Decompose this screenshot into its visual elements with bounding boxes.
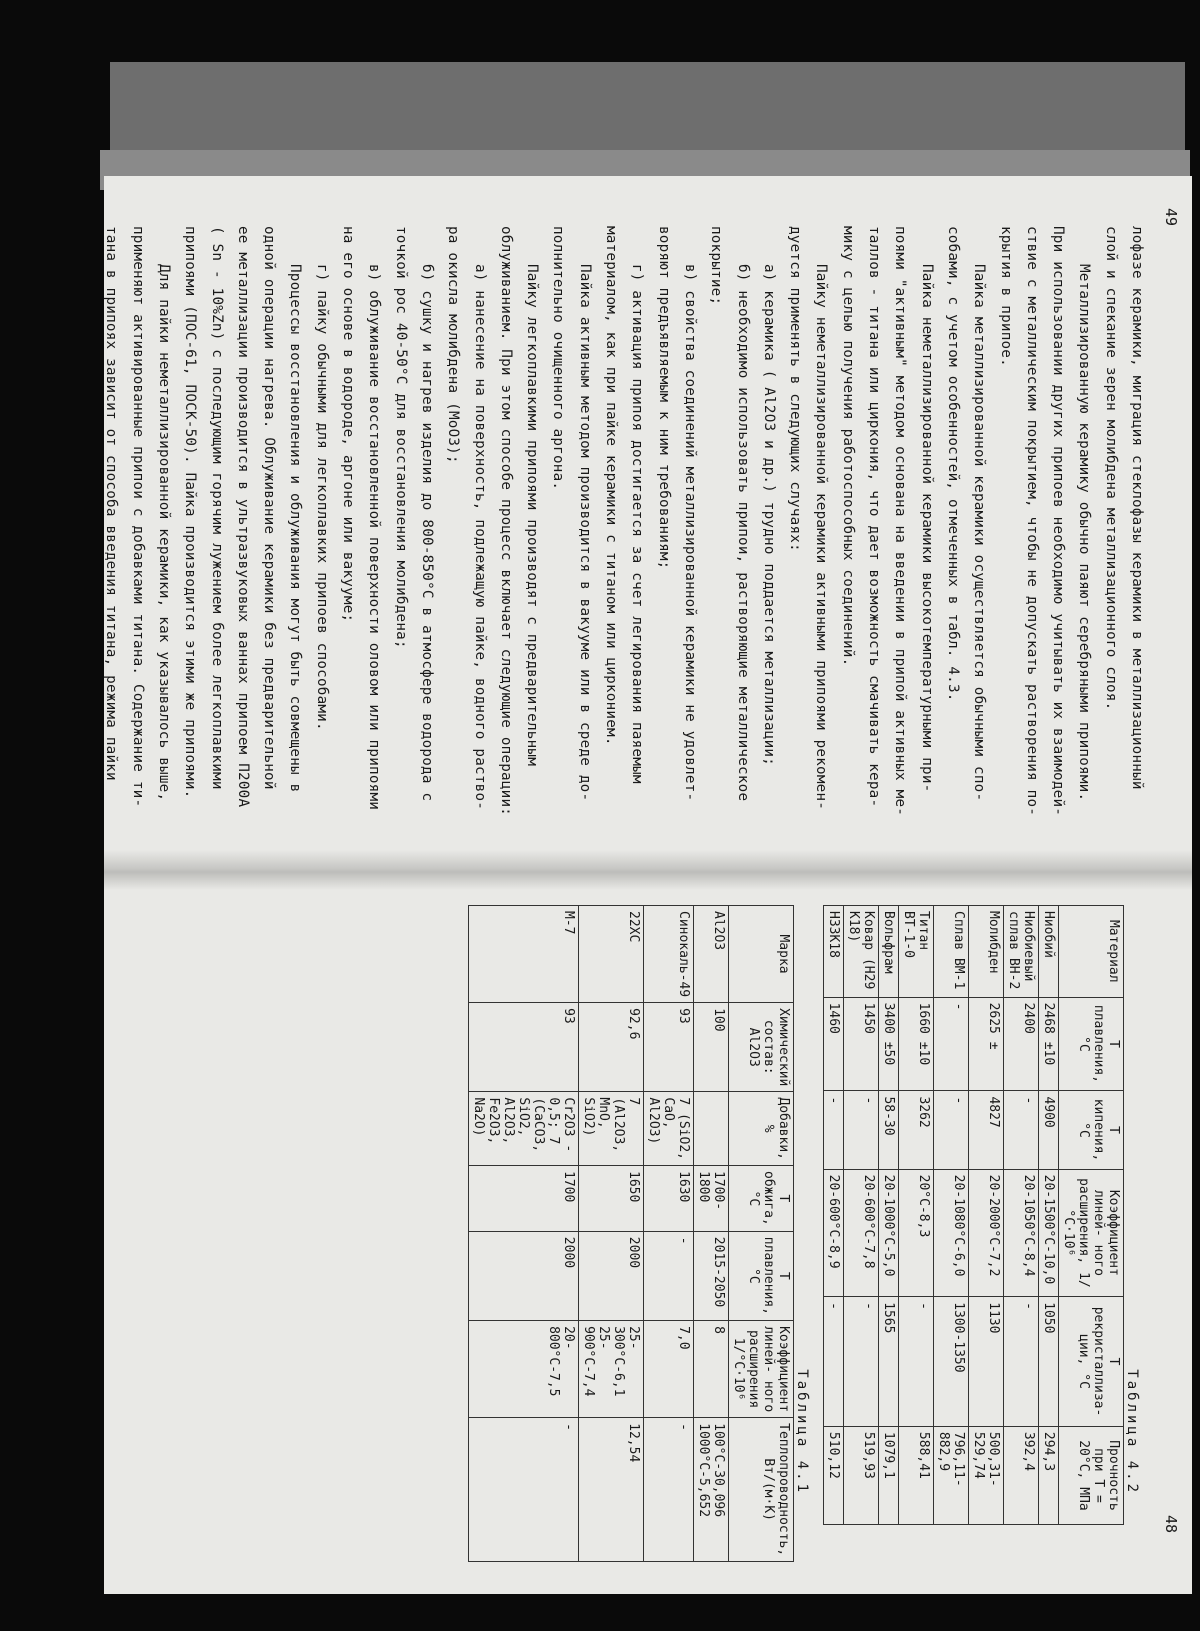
table-cell: 1050	[1039, 1297, 1059, 1427]
table-cell: 8	[694, 1321, 729, 1418]
text-line: лофазе керамики, миграция стеклофазы керамики в металлизационный	[1129, 226, 1145, 790]
text-line: крытия в припое.	[997, 226, 1014, 367]
text-line: материалом, как при пайке керамики с титаном или цирконием.	[603, 226, 620, 746]
table-cell: Сплав ВМ-1	[934, 906, 969, 998]
table-4-2	[823, 905, 1124, 1525]
text-line: При использовании других припоев необходимо учитывать их взаимодей-	[1050, 226, 1067, 817]
table-cell: 2468 ±10	[1039, 997, 1059, 1091]
table-cell: 4827	[969, 1091, 1004, 1169]
text-line: Металлизированную керамику обычно паяют серебряными припоями.	[1076, 264, 1093, 802]
table-cell: -	[644, 1418, 694, 1562]
table-cell: 20-1500°С-10,0	[1039, 1169, 1059, 1296]
table-cell: 22ХС	[579, 906, 644, 1003]
table-cell: Cr2O3 - 0,5; 7 (CaCO3, SiO2, Al2O3, Fe2O3, Na2O)	[469, 1092, 579, 1166]
text-line: б) необходимо использовать припои, растворяющие металлическое	[734, 264, 751, 802]
text-line: ее металлизации производится в ультразвуковых ваннах припоем П200А	[234, 226, 251, 808]
column-header: Прочность при Т = 20°С, МПа	[1059, 1426, 1124, 1524]
text-line: в) свойства соединений металлизированной керамики не удовлет-	[681, 264, 698, 802]
table-cell: 1700	[469, 1166, 579, 1232]
table-cell: 20-1000°С-5,0	[879, 1169, 899, 1296]
column-header: Т плавления, °С	[1059, 997, 1124, 1091]
table-cell: -	[844, 1091, 879, 1169]
table-cell: 1300-1350	[934, 1297, 969, 1427]
text-line: ( Sn - 10%Zn) с последующим горячим лужением более легкоплавкими	[208, 226, 225, 790]
table-cell: Н33К18	[824, 906, 844, 998]
table-caption: Таблица 4.1	[794, 1369, 810, 1495]
table-cell: 7 (SiO2, CaO, Al2O3)	[644, 1092, 694, 1166]
table-cell: -	[1004, 1297, 1039, 1427]
table-4-1	[468, 905, 794, 1562]
table-row	[644, 906, 694, 1562]
table-row	[844, 906, 879, 1525]
table-cell: 1630	[644, 1166, 694, 1232]
table-cell: 1450	[844, 997, 879, 1091]
table-cell: 20-1050°С-8,4	[1004, 1169, 1039, 1296]
column-header: Т кипения, °С	[1059, 1091, 1124, 1169]
page-49	[103, 208, 1180, 817]
table-cell: 1079,1	[879, 1426, 899, 1524]
table-cell: 500,31-529,74	[969, 1426, 1004, 1524]
table-row	[579, 906, 644, 1562]
text-line: тана в припоях зависит от способа введения титана, режима пайки	[103, 226, 120, 781]
table-cell: Ковар (Н29 К18)	[844, 906, 879, 998]
text-line: Пайка металлизированной керамики осуществляется обычными спо-	[971, 264, 988, 802]
table-cell: 2015-2050	[694, 1231, 729, 1320]
table-cell: 294,3	[1039, 1426, 1059, 1524]
table-4-1-block	[468, 905, 810, 1557]
table-cell: 100°С-30,096 1000°С-5,652	[694, 1418, 729, 1562]
table-row	[824, 906, 844, 1525]
table-cell: 1660 ±10	[899, 997, 934, 1091]
table-cell: Вольфрам	[879, 906, 899, 998]
table-row	[879, 906, 899, 1525]
table-cell: 2000	[579, 1231, 644, 1320]
table-cell: М-7	[469, 906, 579, 1003]
table-cell: 20-600°С-7,8	[844, 1169, 879, 1296]
column-header: Марка	[729, 906, 794, 1003]
table-row	[969, 906, 1004, 1525]
table-header-row	[729, 906, 794, 1562]
table-row	[934, 906, 969, 1525]
table-cell: 100	[694, 1003, 729, 1092]
text-line: г) пайку обычными для легкоплавких припоев способами.	[313, 264, 330, 731]
text-line: б) сушку и нагрев изделия до 800-850°С в атмосфере водорода с	[418, 264, 435, 802]
table-cell: 2000	[469, 1231, 579, 1320]
table-body	[824, 906, 1059, 1525]
table-cell: 3400 ±50	[879, 997, 899, 1091]
table-cell: 2625 ±	[969, 997, 1004, 1091]
table-caption: Таблица 4.2	[1124, 1369, 1140, 1495]
text-line: таллов - титана или циркония, что дает возможность смачивать кера-	[866, 226, 883, 808]
table-cell: Ниобий	[1039, 906, 1059, 998]
table-cell: -	[899, 1297, 934, 1427]
table-cell: 20°С-8,3	[899, 1169, 934, 1296]
table-cell: 7,0	[644, 1321, 694, 1418]
text-line: полнительно очищенного аргона.	[550, 226, 567, 491]
page-49-text	[98, 226, 1150, 816]
table-cell: -	[1004, 1091, 1039, 1169]
table-cell: 12,54	[579, 1418, 644, 1562]
table-cell: 3262	[899, 1091, 934, 1169]
text-line: Пайка активным методом производится в вакууме или в среде до-	[576, 264, 593, 802]
text-line: Пайку неметаллизированной керамики активными припоями рекомен-	[813, 264, 830, 811]
column-header: Т рекристаллиза- ции, °С	[1059, 1297, 1124, 1427]
column-header: Коэффициент линей- ного расширения, 1/°С·10⁶	[1059, 1169, 1124, 1296]
table-cell: Al2O3	[694, 906, 729, 1003]
table-cell: 20-800°С-7,5	[469, 1321, 579, 1418]
column-header: Добавки, %	[729, 1092, 794, 1166]
text-line: Пайка неметаллизированной керамики высокотемпературными при-	[918, 264, 935, 793]
text-line: в) облуживание восстановленной поверхности оловом или припоями	[366, 264, 383, 811]
column-header: Материал	[1059, 906, 1124, 998]
table-cell: 519,93	[844, 1426, 879, 1524]
text-line: поями "активным" методом основана на введении в припой активных ме-	[892, 226, 909, 817]
table-cell: -	[824, 1091, 844, 1169]
page-number: 49	[1162, 208, 1180, 227]
column-header: Т плавления, °С	[729, 1231, 794, 1320]
text-line: припоями (ПОС-61, ПОСК-50). Пайка производится этими же припоями.	[182, 226, 199, 799]
table-cell: 20-600°С-8,9	[824, 1169, 844, 1296]
table-cell: 4900	[1039, 1091, 1059, 1169]
text-line: одной операции нагрева. Облуживание керамики без предварительной	[261, 226, 278, 790]
table-cell: -	[844, 1297, 879, 1427]
text-line: слой и спекание зерен молибдена металлизационного слоя.	[1102, 226, 1119, 711]
table-row	[694, 906, 729, 1562]
text-line: Для пайки неметаллизированной керамики, как указывалось выше,	[156, 264, 173, 802]
table-row	[1039, 906, 1059, 1525]
table-cell: -	[934, 1091, 969, 1169]
table-4-2-block	[823, 905, 1140, 1525]
page-number: 48	[1162, 1515, 1180, 1534]
table-cell: Титан ВТ-1-0	[899, 906, 934, 998]
text-line: воряют предъявляемым к ним требованиям;	[655, 226, 672, 570]
table-cell: 2400	[1004, 997, 1039, 1091]
table-cell: 7 (Al2O3, MnO, SiO2)	[579, 1092, 644, 1166]
text-line: применяют активированные припои с добавками титана. Содержание ти-	[129, 226, 146, 808]
table-cell: 93	[644, 1003, 694, 1092]
table-cell: Синокаль-49	[644, 906, 694, 1003]
text-line: Пайку легкоплавкими припоями производят с предварительным	[524, 264, 541, 767]
column-header: Т обжига, °С	[729, 1166, 794, 1232]
table-cell: 58-30	[879, 1091, 899, 1169]
table-row	[1004, 906, 1039, 1525]
text-line: г) активация припоя достигается за счет легирования паяемым	[629, 264, 646, 784]
table-header-row	[1059, 906, 1124, 1525]
text-line: на его основе в водороде, аргоне или вакууме;	[340, 226, 357, 623]
table-cell: 1460	[824, 997, 844, 1091]
text-line: дуется применять в следующих случаях:	[787, 226, 804, 552]
table-cell: 93	[469, 1003, 579, 1092]
text-line: а) керамика ( Al2O3 и др.) трудно поддается металлизации;	[760, 264, 777, 767]
table-cell: 796,11-882,9	[934, 1426, 969, 1524]
text-line: покрытие;	[708, 226, 725, 306]
table-cell: 92,6	[579, 1003, 644, 1092]
table-cell: 1130	[969, 1297, 1004, 1427]
table-cell: 25-300°С-6,1 25-900°С-7,4	[579, 1321, 644, 1418]
table-row	[899, 906, 934, 1525]
page-48	[170, 905, 1180, 1557]
table-cell: -	[934, 997, 969, 1091]
table-cell: Молибден	[969, 906, 1004, 998]
table-cell: 1700-1800	[694, 1166, 729, 1232]
text-line: собами, с учетом особенностей, отмеченных в табл. 4.3.	[944, 226, 961, 702]
text-line: ра окисла молибдена (MoO3);	[445, 226, 462, 464]
text-line: Процессы восстановления и облуживания могут быть совмещены в	[287, 264, 304, 793]
table-cell: 1650	[579, 1166, 644, 1232]
table-cell: Ниобиевый сплав ВН-2	[1004, 906, 1039, 998]
text-line: мику с целью получения работоспособных соединений.	[839, 226, 856, 667]
text-line: точкой рос 40-50°С для восстановления молибдена;	[392, 226, 409, 649]
table-row	[469, 906, 579, 1562]
text-line: а) нанесение на поверхность, подлежащую пайке, водного раство-	[471, 264, 488, 811]
table-cell: -	[824, 1297, 844, 1427]
column-header: Химический состав: Al2O3	[729, 1003, 794, 1092]
table-cell: -	[644, 1231, 694, 1320]
table-body	[469, 906, 729, 1562]
text-line: облуживанием. При этом способе процесс включает следующие операции:	[497, 226, 514, 817]
table-cell: 20-2000°С-7,2	[969, 1169, 1004, 1296]
table-cell: 20-1080°С-6,0	[934, 1169, 969, 1296]
table-cell: -	[469, 1418, 579, 1562]
text-line: ствие с металлическим покрытием, чтобы не допускать растворения по-	[1023, 226, 1040, 817]
book-fold	[104, 850, 1192, 890]
table-cell: 392,4	[1004, 1426, 1039, 1524]
table-cell: 588,41	[899, 1426, 934, 1524]
column-header: Теплопроводность, Вт/(м·К)	[729, 1418, 794, 1562]
table-cell: 1565	[879, 1297, 899, 1427]
table-cell: 510,12	[824, 1426, 844, 1524]
column-header: Коэффициент линей- ного расширения 1/°С·10⁶	[729, 1321, 794, 1418]
table-cell	[694, 1092, 729, 1166]
